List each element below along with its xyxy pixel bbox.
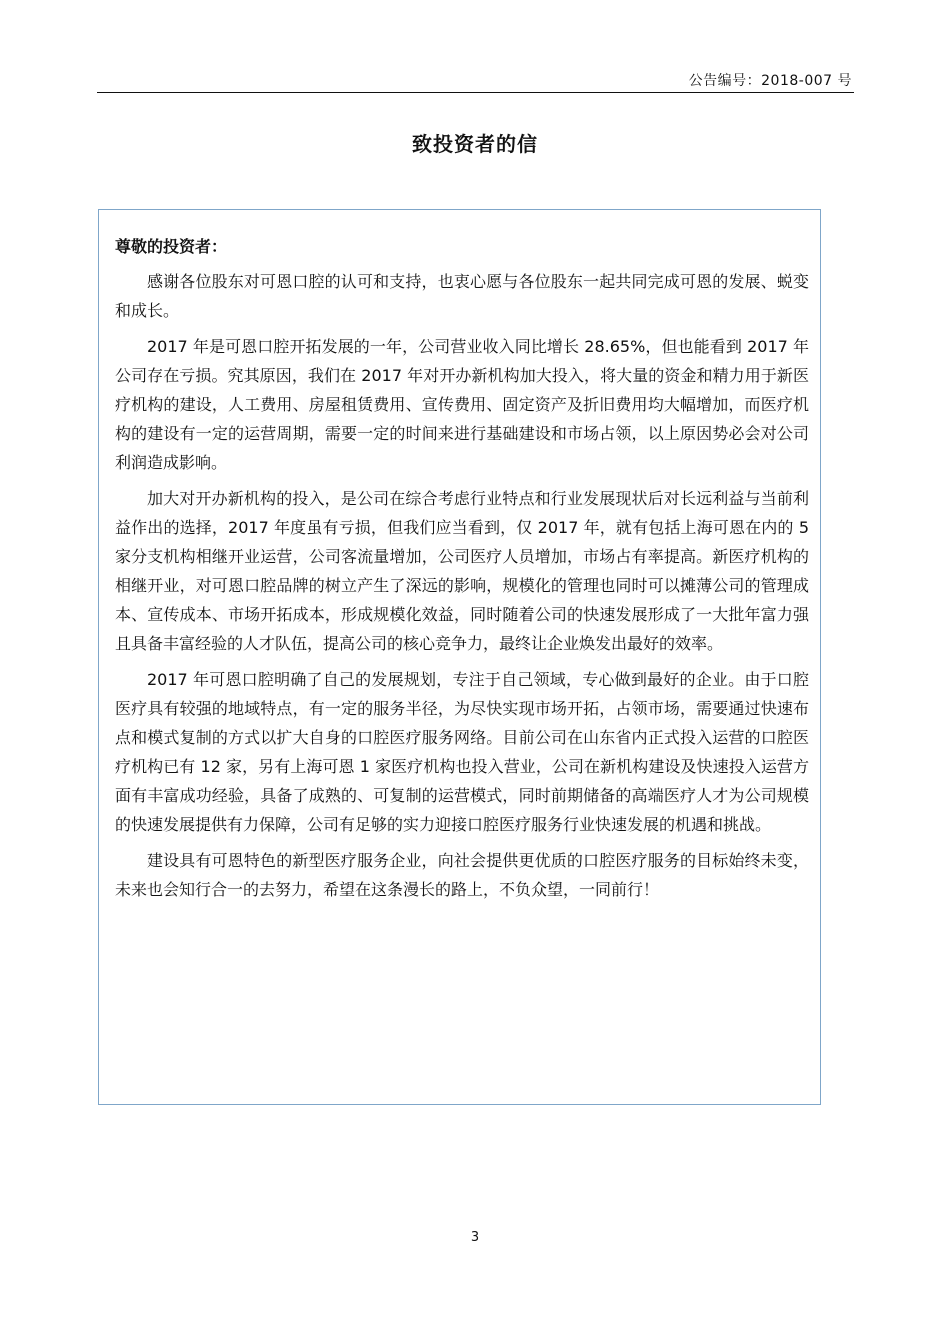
letter-paragraph: 感谢各位股东对可恩口腔的认可和支持，也衷心愿与各位股东一起共同完成可恩的发展、蜕变和成长。 — [115, 272, 809, 320]
page-number: 3 — [470, 1230, 480, 1245]
letter-salutation: 尊敬的投资者： — [115, 237, 228, 256]
page-title: 致投资者的信 — [412, 132, 538, 156]
letter-paragraph: 2017 年是可恩口腔开拓发展的一年，公司营业收入同比增长 28.65%，但也能看到 2017 年公司存在亏损。究其原因，我们在 2017 年对开办新机构加大投入，将大量的资金和精力用于新医疗机构的建设，人工费用、房屋租赁费用、宣传费用、固定资产及折旧费用均大幅增加，而医疗机构的建设有一定的运营周期，需要一定的时间来进行基础建设和市场占领，以上原因势必会对公司利润造成影响。 — [115, 337, 809, 472]
announcement-number: 公告编号：2018-007 号 — [688, 73, 852, 89]
letter-paragraph: 建设具有可恩特色的新型医疗服务企业，向社会提供更优质的口腔医疗服务的目标始终未变，未来也会知行合一的去努力，希望在这条漫长的路上，不负众望，一同前行！ — [115, 851, 809, 899]
letter-paragraph: 2017 年可恩口腔明确了自己的发展规划，专注于自己领域，专心做到最好的企业。由于口腔医疗具有较强的地域特点，有一定的服务半径，为尽快实现市场开拓，占领市场，需要通过快速布点和模式复制的方式以扩大自身的口腔医疗服务网络。目前公司在山东省内正式投入运营的口腔医疗机构已有 12 家，另有上海可恩 1 家医疗机构也投入营业，公司在新机构建设及快速投入运营方面有丰富成功经验，具备了成熟的、可复制的运营模式，同时前期储备的高端医疗人才为公司规模的快速发展提供有力保障，公司有足够的实力迎接口腔医疗服务行业快速发展的机遇和挑战。 — [115, 670, 809, 834]
header-divider — [97, 92, 854, 93]
letter-box — [98, 209, 821, 1105]
letter-body — [115, 232, 809, 911]
letter-paragraph: 加大对开办新机构的投入，是公司在综合考虑行业特点和行业发展现状后对长远利益与当前利益作出的选择，2017 年度虽有亏损，但我们应当看到，仅 2017 年，就有包括上海可恩在内的 5 家分支机构相继开业运营，公司客流量增加，公司医疗人员增加，市场占有率提高。新医疗机构的相继开业，对可恩口腔品牌的树立产生了深远的影响，规模化的管理也同时可以摊薄公司的管理成本、宣传成本、市场开拓成本，形成规模化效益，同时随着公司的快速发展形成了一大批年富力强且具备丰富经验的人才队伍，提高公司的核心竞争力，最终让企业焕发出最好的效率。 — [115, 489, 809, 653]
